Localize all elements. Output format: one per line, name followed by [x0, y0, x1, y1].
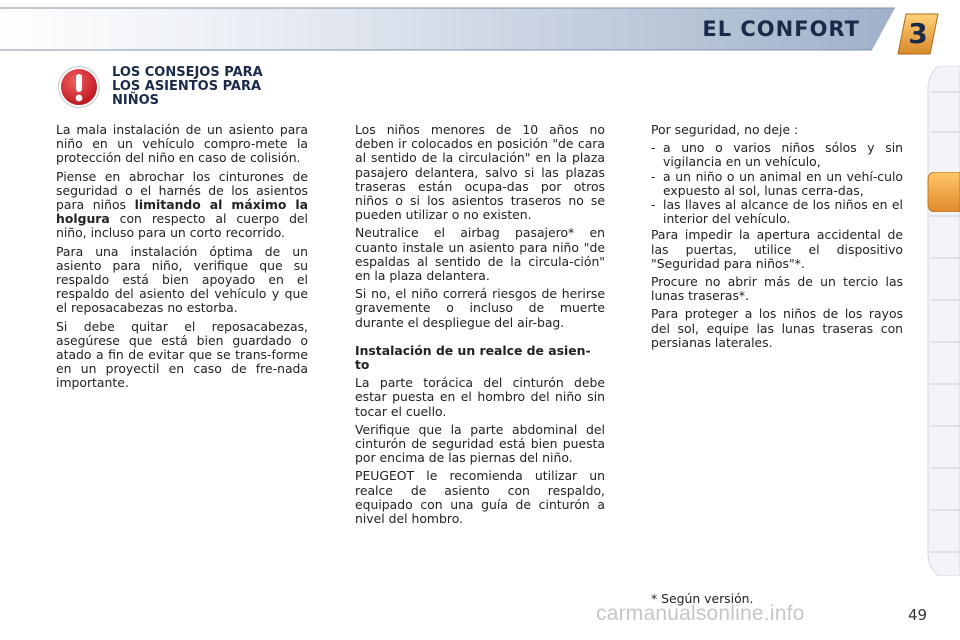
section-title-line-2: LOS ASIENTOS PARA: [112, 79, 262, 94]
text-column-1: [56, 123, 308, 395]
list-item-text: a uno o varios niños sólos y sin vigilancia en un vehículo,: [663, 140, 903, 170]
paragraph: Para proteger a los niños de los rayos del sol, equipe las lunas traseras con persianas laterales.: [651, 306, 903, 350]
paragraph: PEUGEOT le recomienda utilizar un realce de asiento con respaldo, equipado con una guía de cinturón a nivel del hombro.: [355, 468, 605, 527]
paragraph: Por seguridad, no deje :: [651, 122, 799, 137]
paragraph: Los niños menores de 10 años no deben ir colocados en posición "de cara al sentido de la circulación" en la plaza pasajero delantera, salvo si las plazas traseras están ocupa-das por otros niños o si los asientos traseros no se pueden utilizar o no existen.: [355, 122, 605, 223]
list-item: [651, 141, 903, 169]
section-title-line-3: NIÑOS: [112, 93, 160, 108]
emphasis-text: limitando al máximo la holgura: [56, 197, 309, 227]
paragraph-text: Piense en abrochar los cinturones de seguridad o el harnés de los asientos para niños: [56, 168, 308, 213]
page-number: 49: [908, 606, 928, 624]
footnote: * Según versión.: [651, 591, 754, 606]
dash-bullet: -: [651, 197, 656, 213]
paragraph: La mala instalación de un asiento para niño en un vehículo compro-mete la protección del niño en caso de colisión.: [56, 122, 308, 166]
paragraph: La parte torácica del cinturón debe estar puesta en el hombro del niño sin tocar el cuello.: [355, 375, 605, 419]
section-title-line-1: LOS CONSEJOS PARA: [112, 65, 263, 80]
paragraph: [56, 170, 308, 241]
paragraph: Si debe quitar el reposacabezas, asegúrese que está bien guardado o atado a fin de evitar que se trans-forme en un proyectil en caso de fre-nada importante.: [56, 318, 308, 391]
chapter-number: 3: [908, 17, 928, 50]
dash-bullet: -: [651, 168, 656, 184]
chapter-tab-strip: [926, 66, 960, 576]
chapter-title: EL CONFORT: [702, 17, 860, 41]
subheading: Instalación de un realce de asien-to: [355, 342, 591, 373]
text-column-2: [355, 123, 605, 530]
dash-bullet: -: [651, 140, 656, 156]
paragraph: Verifique que la parte abdominal del cinturón de seguridad está bien puesta por encima de las piernas del niño.: [355, 421, 605, 466]
list-item-text: a un niño o un animal en un vehí-culo expuesto al sol, lunas cerra-das,: [663, 168, 903, 198]
active-chapter-tab[interactable]: [926, 172, 960, 212]
paragraph: Procure no abrir más de un tercio las lunas traseras*.: [651, 274, 903, 304]
paragraph-text: con respecto al cuerpo del niño, incluso para un corto recorrido.: [56, 211, 308, 241]
list-item: [651, 170, 903, 198]
warning-list: [651, 141, 903, 226]
list-item: [651, 198, 903, 226]
list-item-text: las llaves al alcance de los niños en el interior del vehículo.: [663, 197, 903, 227]
watermark: carmanualsonline.info: [596, 602, 805, 625]
exclamation-warning-icon: [58, 66, 100, 108]
section-title: [112, 66, 332, 108]
paragraph: Para una instalación óptima de un asiento para niño, verifique que su respaldo está bien apoyado en el respaldo del asiento del vehículo y que el reposacabezas no estorba.: [56, 243, 308, 316]
paragraph: Para impedir la apertura accidental de las puertas, utilice el dispositivo "Seguridad para niños"*.: [651, 227, 903, 271]
paragraph: Neutralice el airbag pasajero* en cuanto instale un asiento para niño "de espaldas al sentido de la circula-ción" en la plaza delantera.: [355, 225, 605, 284]
paragraph: Si no, el niño correrá riesgos de herirse gravemente o incluso de muerte durante el despliegue del air-bag.: [355, 286, 605, 330]
text-column-3: [651, 123, 903, 354]
